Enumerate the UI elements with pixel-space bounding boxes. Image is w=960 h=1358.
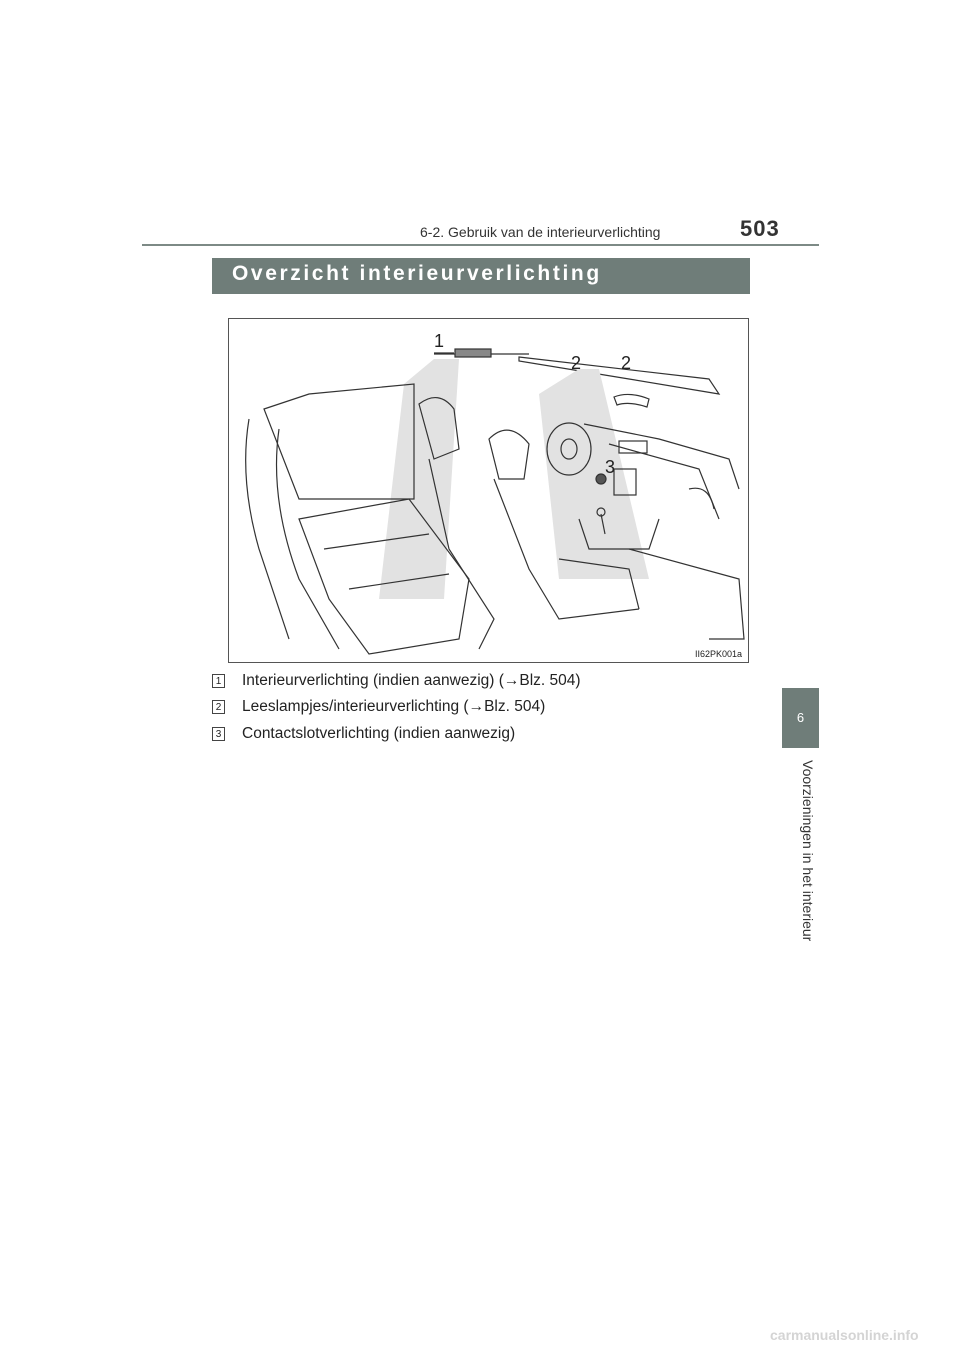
legend-text: Interieurverlichting (indien aanwezig) (→Blz. 504) [242,672,581,689]
callout-2a: 2 [571,353,582,373]
watermark: carmanualsonline.info [770,1327,919,1343]
legend-text: Contactslotverlichting (indien aanwezig) [242,725,516,742]
section-title: Overzicht interieurverlichting [232,262,602,285]
header-section-title: 6-2. Gebruik van de interieurverlichting [420,224,661,240]
chapter-label: Voorzieningen in het interieur [800,760,816,942]
callout-2b: 2 [621,353,632,373]
legend-number-badge: 2 [212,700,225,714]
callout-layer [229,319,749,663]
figure-code: II62PK001a [694,649,742,659]
callout-3: 3 [605,457,616,477]
legend-number-badge: 3 [212,727,225,741]
callout-1: 1 [434,331,445,351]
legend-text: Leeslampjes/interieurverlichting (→Blz. 504) [242,698,546,715]
page-number: 503 [740,216,780,241]
section-title-bar [212,258,750,294]
legend-number-badge: 1 [212,674,225,688]
interior-lighting-illustration [228,318,749,663]
header-divider [142,244,819,246]
chapter-tab[interactable]: 6 [782,688,819,748]
